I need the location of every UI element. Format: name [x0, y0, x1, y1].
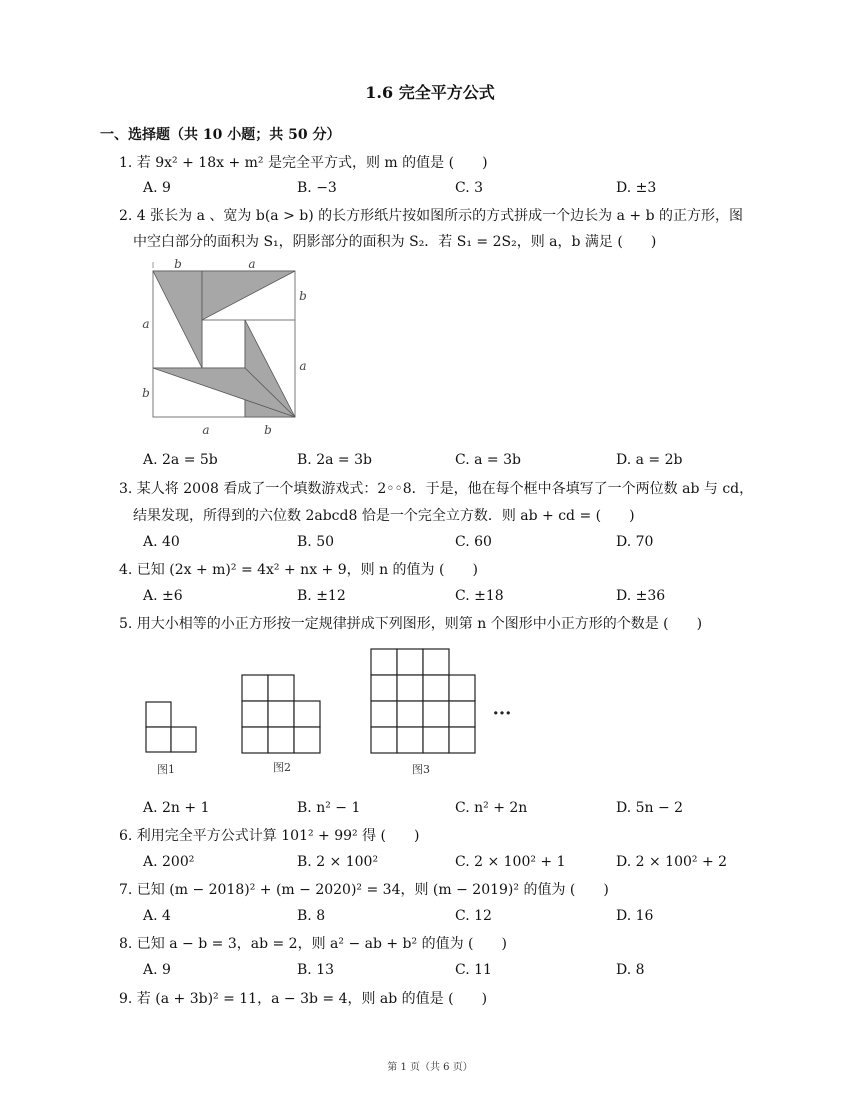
question-3-stem: 3. 某人将 2008 看成了一个填数游戏式：2◦◦8．于是，他在每个框中各填写了一个两位数 ab 与 cd， — [119, 481, 754, 497]
q8-option-a: A. 9 — [143, 962, 171, 978]
question-5-stem: 5. 用大小相等的小正方形按一定规律拼成下列图形，则第 n 个图形中小正方形的个数是 ( ) — [119, 616, 703, 632]
q6-option-c: C. 2 × 100² + 1 — [455, 854, 566, 870]
question-2-stem: 2. 4 张长为 a 、宽为 b(a > b) 的长方形纸片按如图所示的方式拼成一个边长为 a + b 的正方形，图 — [119, 208, 743, 224]
q3-option-a: A. 40 — [143, 534, 180, 550]
q7-option-c: C. 12 — [455, 908, 492, 924]
question-9-stem: 9. 若 (a + 3b)² = 11，a − 3b = 4，则 ab 的值是 ( ) — [119, 991, 488, 1007]
q5-option-d: D. 5n − 2 — [616, 800, 684, 816]
question-2-stem-line2: 中空白部分的面积为 S₁，阴影部分的面积为 S₂．若 S₁ = 2S₂，则 a，b 满足 ( ) — [133, 234, 657, 250]
fig2-label-right-a: a — [299, 359, 307, 373]
figure-caption-1: 图1 — [157, 763, 175, 776]
q2-option-a: A. 2a = 5b — [143, 452, 218, 468]
fig2-label-right-b: b — [299, 289, 307, 303]
square-pattern-figure — [140, 645, 530, 785]
q4-option-d: D. ±36 — [616, 588, 666, 604]
q1-option-c: C. 3 — [455, 180, 484, 196]
figure-caption-2: 图2 — [273, 761, 291, 774]
q5-option-c: C. n² + 2n — [455, 800, 528, 816]
q1-option-b: B. −3 — [297, 180, 337, 196]
fig2-label-left-a: a — [142, 317, 150, 331]
question-4-stem: 4. 已知 (2x + m)² = 4x² + nx + 9，则 n 的值为 ( ) — [119, 562, 478, 578]
q8-option-d: D. 8 — [616, 962, 645, 978]
q2-option-d: D. a = 2b — [616, 452, 683, 468]
section-heading: 一、选择题（共 10 小题；共 50 分） — [100, 127, 341, 143]
page-footer: 第 1 页（共 6 页） — [387, 1062, 473, 1073]
q7-option-a: A. 4 — [143, 908, 171, 924]
q6-option-d: D. 2 × 100² + 2 — [616, 854, 728, 870]
q3-option-b: B. 50 — [297, 534, 335, 550]
question-6-stem: 6. 利用完全平方公式计算 101² + 99² 得 ( ) — [119, 828, 420, 844]
q7-option-b: B. 8 — [297, 908, 326, 924]
q5-option-b: B. n² − 1 — [297, 800, 361, 816]
pinwheel-figure — [138, 256, 318, 440]
q3-option-c: C. 60 — [455, 534, 492, 550]
q5-option-a: A. 2n + 1 — [143, 800, 210, 816]
q3-option-d: D. 70 — [616, 534, 654, 550]
q1-option-d: D. ±3 — [616, 180, 657, 196]
figure-ellipsis: ··· — [492, 703, 512, 724]
fig2-label-left-b: b — [142, 386, 150, 400]
q6-option-a: A. 200² — [143, 854, 195, 870]
fig2-label-top-a: a — [248, 257, 256, 271]
q7-option-d: D. 16 — [616, 908, 654, 924]
question-1-stem: 1. 若 9x² + 18x + m² 是完全平方式，则 m 的值是 ( ) — [119, 155, 488, 171]
page-title: 1.6 完全平方公式 — [365, 83, 495, 102]
fig2-label-bottom-a: a — [202, 423, 210, 437]
q2-option-b: B. 2a = 3b — [297, 452, 372, 468]
q8-option-c: C. 11 — [455, 962, 492, 978]
q6-option-b: B. 2 × 100² — [297, 854, 379, 870]
question-7-stem: 7. 已知 (m − 2018)² + (m − 2020)² = 34，则 (m − 2019)² 的值为 ( ) — [119, 882, 609, 898]
q1-option-a: A. 9 — [143, 180, 171, 196]
fig2-label-bottom-b: b — [264, 423, 272, 437]
q4-option-a: A. ±6 — [143, 588, 183, 604]
q4-option-c: C. ±18 — [455, 588, 504, 604]
figure-caption-3: 图3 — [412, 763, 430, 776]
q8-option-b: B. 13 — [297, 962, 335, 978]
fig2-label-top-b: b — [174, 257, 182, 271]
question-8-stem: 8. 已知 a − b = 3，ab = 2，则 a² − ab + b² 的值为 ( ) — [119, 936, 507, 952]
q4-option-b: B. ±12 — [297, 588, 346, 604]
q2-option-c: C. a = 3b — [455, 452, 521, 468]
question-3-stem-line2: 结果发现，所得到的六位数 2abcd8 恰是一个完全立方数．则 ab + cd = ( ) — [133, 508, 635, 524]
